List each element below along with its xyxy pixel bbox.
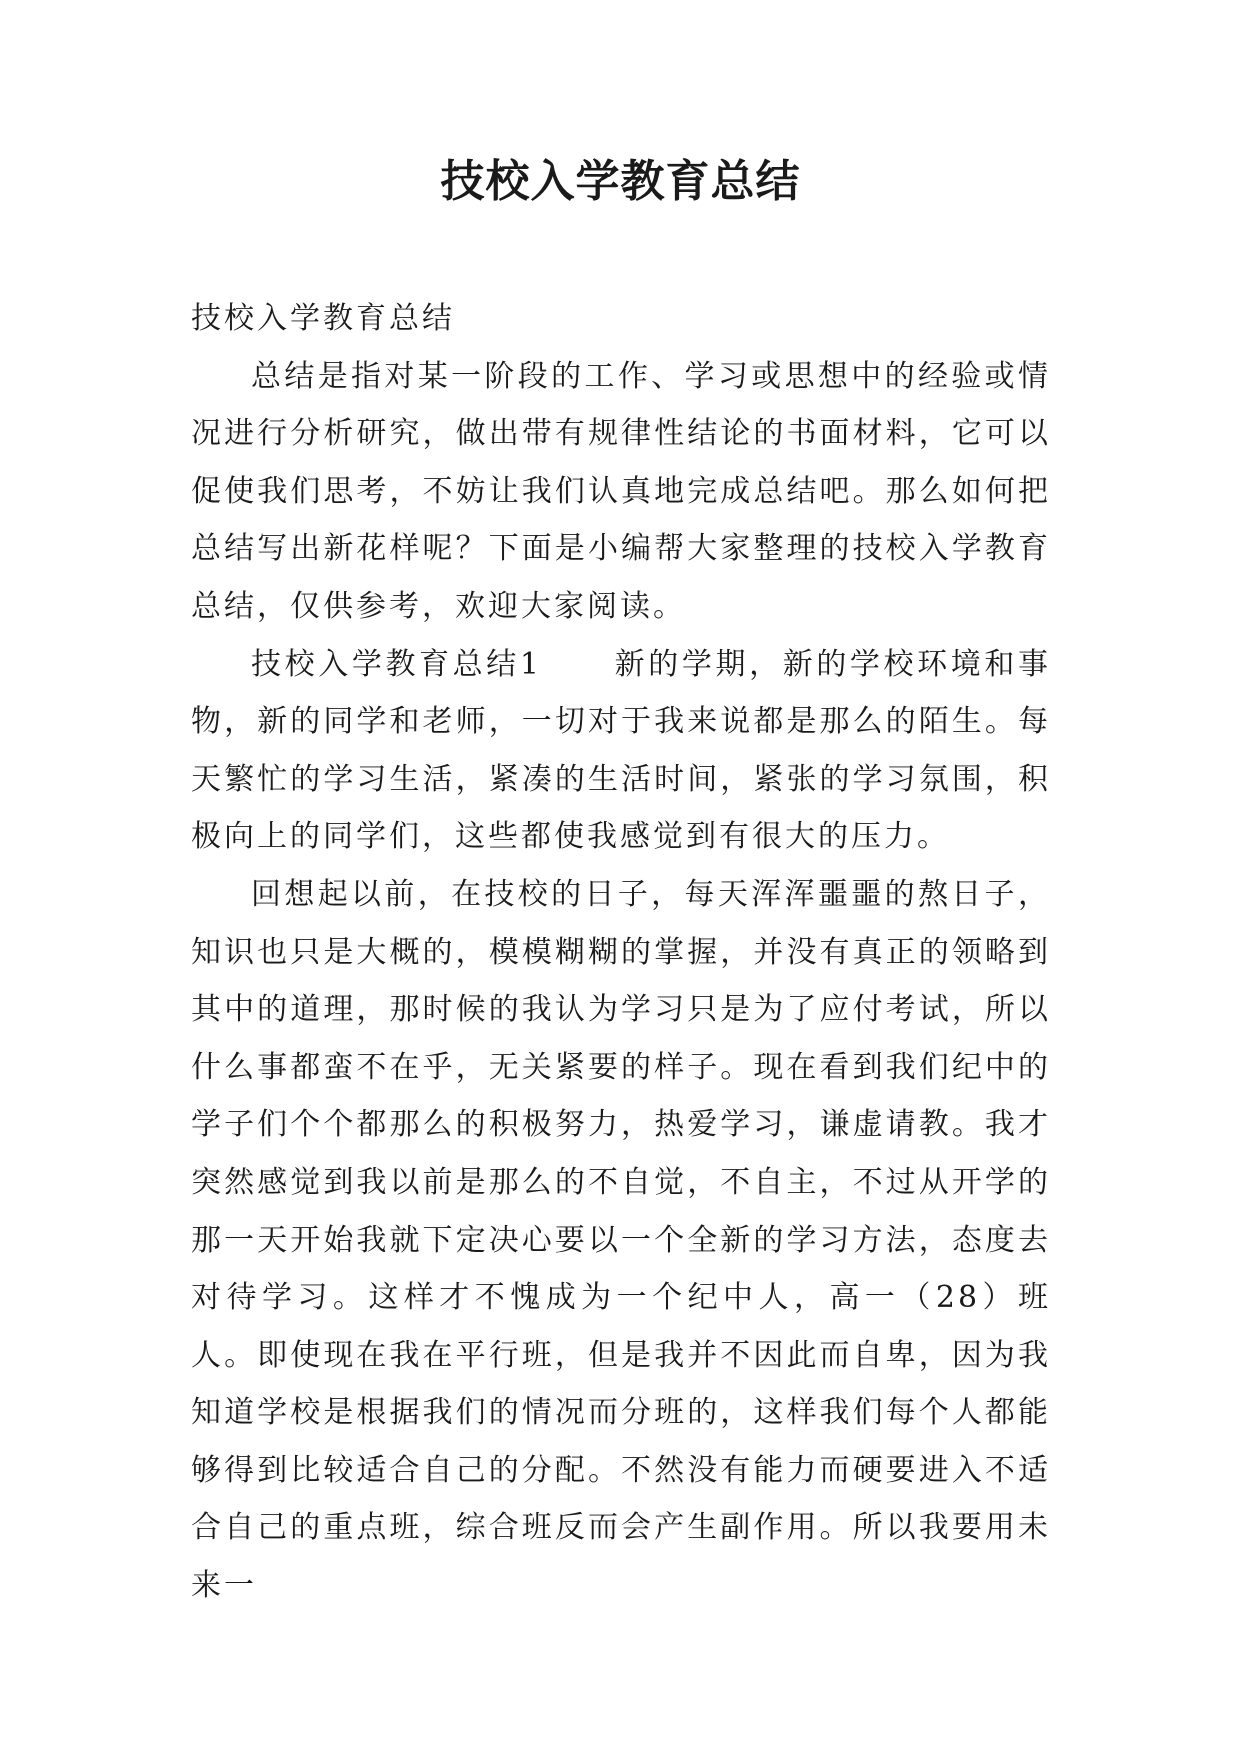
intro-paragraph: 总结是指对某一阶段的工作、学习或思想中的经验或情况进行分析研究，做出带有规律性结论的书面材料，它可以促使我们思考，不妨让我们认真地完成总结吧。那么如何把总结写出新花样呢？下面是小编帮大家整理的技校入学教育总结，仅供参考，欢迎大家阅读。 bbox=[191, 358, 1051, 624]
document-subtitle: 技校入学教育总结 bbox=[191, 301, 455, 336]
section-1-heading: 技校入学教育总结1 bbox=[251, 646, 543, 682]
paragraph-2: 回想起以前，在技校的日子，每天浑浑噩噩的熬日子，知识也只是大概的，模模糊糊的掌握，并没有真正的领略到其中的道理，那时候的我认为学习只是为了应付考试，所以什么事都蛮不在乎，无关紧要的样子。现在看到我们纪中的学子们个个都那么的积极努力，热爱学习，谦虚请教。我才突然感觉到我以前是那么的不自觉，不自主，不过从开学的那一天开始我就下定决心要以一个全新的学习方法，态度去对待学习。这样才不愧成为一个纪中人，高一（28）班人。即使现在我在平行班，但是我并不因此而自卑，因为我知道学校是根据我们的情况而分班的，这样我们每个人都能够得到比较适合自己的分配。不然没有能力而硬要进入不适合自己的重点班，综合班反而会产生副作用。所以我要用未来一 bbox=[191, 876, 1051, 1604]
section-1-text: 新的学期，新的学校环境和事物，新的同学和老师，一切对于我来说都是那么的陌生。每天繁忙的学习生活，紧凑的生活时间，紧张的学习氛围，积极向上的同学们，这些都使我感觉到有很大的压力。 bbox=[191, 646, 1052, 855]
document-body bbox=[191, 290, 1051, 1615]
document-title: 技校入学教育总结 bbox=[440, 156, 801, 207]
section-1-paragraph bbox=[191, 636, 1051, 866]
